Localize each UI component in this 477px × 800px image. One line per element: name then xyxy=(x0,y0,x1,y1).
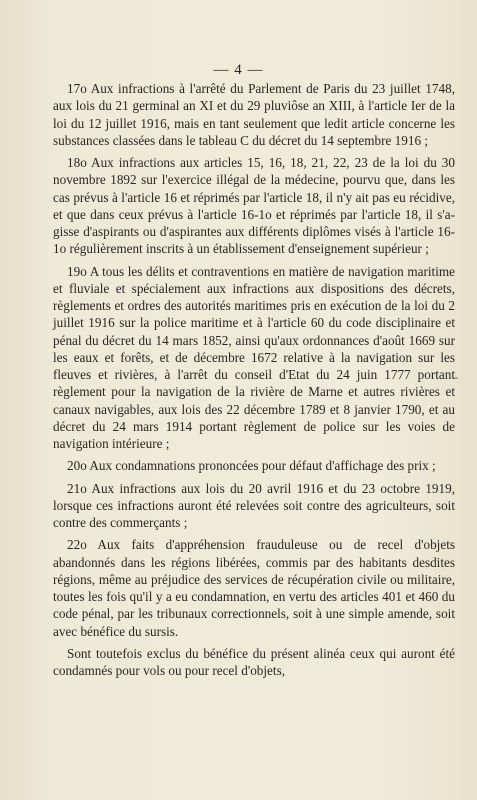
paragraph-17: 17o Aux infractions à l'arrêté du Parlement de Paris du 23 juillet 1748, aux lois du 21 germinal an XI et du 29 pluviôse an XIII, à l'article Ier de la loi du 12 juillet 1916, mais en tant seulement que ledit article concerne les substances classées dans le tableau C du décret du 14 septembre 1916 ; xyxy=(53,81,455,148)
page-number: — 4 — xyxy=(213,62,264,78)
paragraph-21: 21o Aux infractions aux lois du 20 avril 1916 et du 23 octobre 1919, lorsque ces infractions auront été relevées soit contre des agriculteurs, soit contre des commerçants ; xyxy=(53,480,455,530)
paragraph-exclusion: Sont toutefois exclus du bénéfice du présent alinéa ceux qui auront été condamnés pour vols ou pour recel d'objets, xyxy=(53,645,455,678)
paragraph-19: 19o A tous les délits et contraventions en matière de navigation maritime et fluviale et spécialement aux infractions aux dispositions des décrets, règlements et ordres des autorités maritimes pris en exécution de la loi du 2 juillet 1916 sur la police maritime et à l'article 60 du code disciplinaire et pénal du décret du 14 mars 1852, ainsi qu'aux ordonnances d'août 1669 sur les eaux et forêts, et de décembre 1672 relative à la navigation sur les fleuves et rivières, à l'arrêt du conseil d'Etat du 24 juin 1777 portant règlement pour la navigation de la rivière de Marne et autres rivières et canaux navigables, aux lois des 22 décembre 1789 et 8 janvier 1790, et au décret du 24 mars 1914 portant règlement de police sur les voies de navigation intérieure ; xyxy=(53,263,455,451)
paragraph-22: 22o Aux faits d'appréhension frauduleuse ou de recel d'objets abandonnés dans les régions libérées, commis par des habitants desdites régions, même au préjudice des services de récupération civile ou militaire, toutes les fois qu'il y a eu condamnation, en vertu des articles 401 et 460 du code pénal, par les tribunaux correctionnels, soit à une simple amende, soit avec bénéfice du sursis. xyxy=(53,537,455,639)
body-text xyxy=(53,80,455,679)
margin-mark: - xyxy=(454,370,458,384)
paragraph-20: 20o Aux condamnations prononcées pour défaut d'affichage des prix ; xyxy=(67,458,436,474)
paragraph-18: 18o Aux infractions aux articles 15, 16, 18, 21, 22, 23 de la loi du 30 novembre 1892 sur l'exercice illégal de la médecine, pourvu que, dans les cas prévus à l'article 16 et réprimés par l'article 18, il n'y ait pas eu récidive, et que dans ceux prévus à l'article 16-1o et réprimés par l'article 18, il s'agisse d'aspirants ou d'aspirantes aux différents diplômes visés à l'article 16-1o régulièrement inscrits à un établissement d'enseignement supérieur ; xyxy=(53,155,455,257)
